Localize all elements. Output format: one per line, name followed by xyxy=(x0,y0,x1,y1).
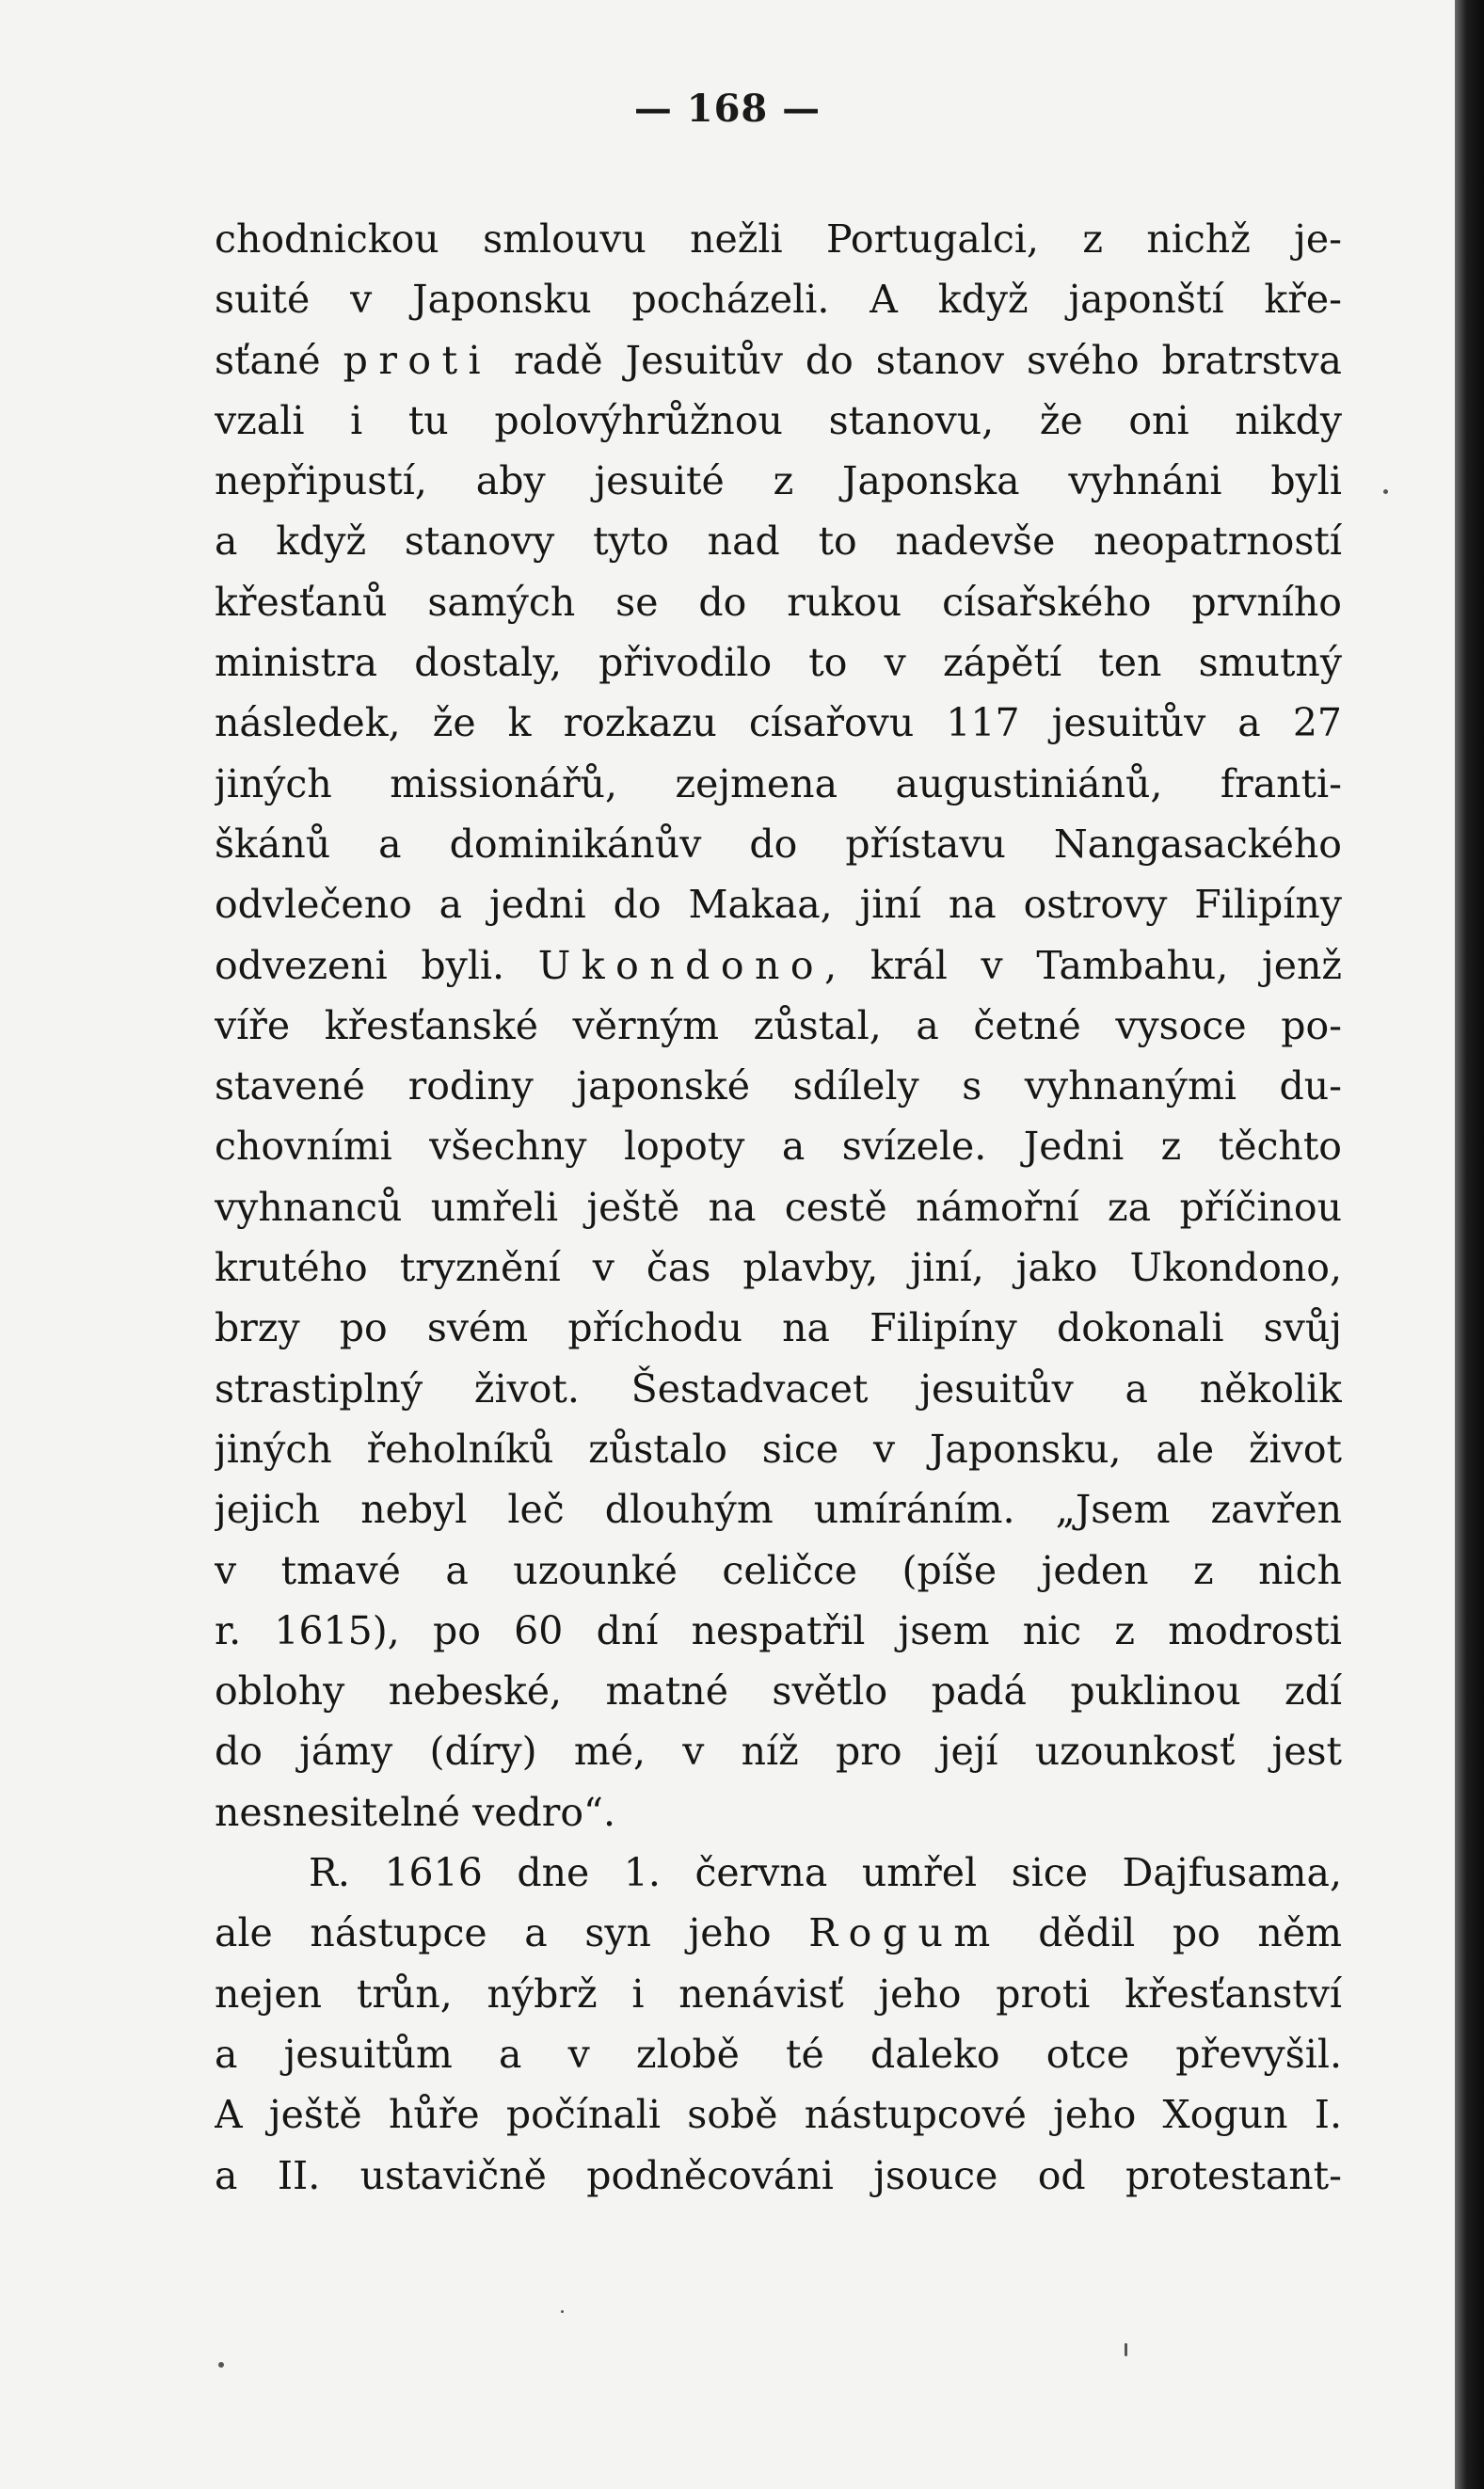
text-line xyxy=(215,1540,1342,1601)
text-line xyxy=(215,1419,1342,1479)
text-segment: r. 1615), po 60 dní nespatřil jsem nic z modrosti xyxy=(215,1607,1342,1653)
text-line xyxy=(215,209,1342,269)
page-number: — 168 — xyxy=(633,87,822,131)
text-segment: radě Jesuitův do stanov svého bratrstva xyxy=(491,337,1342,383)
text-segment: chovními všechny lopoty a svízele. Jedni z těchto xyxy=(215,1124,1342,1170)
paper-speck xyxy=(1125,2343,1127,2356)
text-segment: nepřipustí, aby jesuité z Japonska vyhnáni byli xyxy=(215,458,1342,504)
text-line xyxy=(215,1359,1342,1419)
text-segment: a II. ustavičně podněcováni jsouce od protestant- xyxy=(215,2152,1342,2198)
paper-speck xyxy=(218,2362,224,2368)
text-line xyxy=(215,814,1342,874)
text-segment: sťané xyxy=(215,337,343,383)
text-line xyxy=(215,330,1342,391)
text-line xyxy=(215,391,1342,451)
text-segment: v tmavé a uzounké celičce (píše jeden z nich xyxy=(215,1547,1342,1593)
text-line xyxy=(215,1116,1342,1176)
text-line xyxy=(215,572,1342,632)
text-segment: jiných řeholníků zůstalo sice v Japonsku, ale život xyxy=(215,1426,1342,1472)
spaced-emphasis: Ukondono xyxy=(537,942,825,988)
text-line xyxy=(215,1843,1342,1903)
body-text xyxy=(215,209,1342,2206)
text-segment: , král v Tambahu, jenž xyxy=(824,942,1342,988)
text-segment: brzy po svém příchodu na Filipíny dokonali svůj xyxy=(215,1305,1342,1351)
text-line xyxy=(215,1601,1342,1661)
text-segment: vzali i tu polovýhrůžnou stanovu, že oni nikdy xyxy=(215,397,1342,443)
text-line xyxy=(215,2024,1342,2084)
text-segment: nesnesitelné vedro“. xyxy=(215,1789,616,1835)
text-segment: škánů a dominikánův do přístavu Nangasackého xyxy=(215,821,1342,867)
text-segment: víře křesťanské věrným zůstal, a četné vysoce po- xyxy=(215,1002,1342,1048)
text-segment: křesťanů samých se do rukou císařského prvního xyxy=(215,579,1342,625)
text-segment: odvezeni byli. xyxy=(215,942,538,988)
paper-speck xyxy=(561,2310,564,2313)
text-segment: následek, že k rozkazu císařovu 117 jesuitův a 27 xyxy=(215,700,1342,746)
text-line xyxy=(215,632,1342,693)
text-segment: stavené rodiny japonské sdílely s vyhnanými du- xyxy=(215,1063,1342,1109)
paper-speck xyxy=(1383,489,1388,494)
text-line xyxy=(215,451,1342,511)
text-line xyxy=(215,1903,1342,1963)
text-segment: A ještě hůře počínali sobě nástupcové jeho Xogun I. xyxy=(215,2092,1342,2138)
text-segment: a když stanovy tyto nad to nadevše neopatrností xyxy=(215,519,1342,565)
text-line xyxy=(215,1661,1342,1721)
text-segment: suité v Japonsku pocházeli. A když japonští kře- xyxy=(215,277,1342,323)
text-line xyxy=(215,2146,1342,2206)
text-line xyxy=(215,269,1342,329)
text-line xyxy=(215,874,1342,934)
text-segment: do jámy (díry) mé, v níž pro její uzounkosť jest xyxy=(215,1729,1342,1775)
text-line xyxy=(215,693,1342,753)
text-line xyxy=(215,1237,1342,1298)
text-segment: chodnickou smlouvu nežli Portugalci, z nichž je- xyxy=(215,216,1342,262)
text-segment: a jesuitům a v zlobě té daleko otce převyšil. xyxy=(215,2031,1342,2077)
text-line xyxy=(215,1721,1342,1781)
text-line xyxy=(215,2084,1342,2145)
spaced-emphasis: proti xyxy=(343,337,492,383)
text-segment: odvlečeno a jedni do Makaa, jiní na ostrovy Filipíny xyxy=(215,882,1342,928)
text-line xyxy=(215,754,1342,814)
text-segment: strastiplný život. Šestadvacet jesuitův a několik xyxy=(215,1365,1342,1412)
text-line xyxy=(215,1782,1342,1843)
text-segment: jejich nebyl leč dlouhým umíráním. „Jsem zavřen xyxy=(215,1487,1342,1533)
text-line xyxy=(215,1964,1342,2024)
text-segment: ale nástupce a syn jeho xyxy=(215,1910,809,1956)
text-line xyxy=(215,511,1342,571)
text-segment: R. 1616 dne 1. června umřel sice Dajfusama, xyxy=(309,1850,1342,1896)
book-spine-edge xyxy=(1455,0,1484,2489)
text-segment: dědil po něm xyxy=(1000,1910,1342,1956)
spaced-emphasis: Rogum xyxy=(808,1910,1001,1956)
text-segment: ministra dostaly, přivodilo to v zápětí ten smutný xyxy=(215,640,1342,686)
text-line xyxy=(215,1177,1342,1237)
text-segment: krutého tryznění v čas plavby, jiní, jako Ukondono, xyxy=(215,1245,1342,1291)
text-segment: oblohy nebeské, matné světlo padá puklinou zdí xyxy=(215,1668,1342,1715)
text-line xyxy=(215,1298,1342,1358)
text-line xyxy=(215,1479,1342,1540)
text-line xyxy=(215,1056,1342,1116)
text-segment: nejen trůn, nýbrž i nenávisť jeho proti křesťanství xyxy=(215,1970,1342,2017)
text-line xyxy=(215,996,1342,1056)
text-segment: jiných missionářů, zejmena augustiniánů, franti- xyxy=(215,760,1342,806)
text-segment: vyhnanců umřeli ještě na cestě námořní za příčinou xyxy=(215,1184,1342,1230)
text-line xyxy=(215,935,1342,996)
